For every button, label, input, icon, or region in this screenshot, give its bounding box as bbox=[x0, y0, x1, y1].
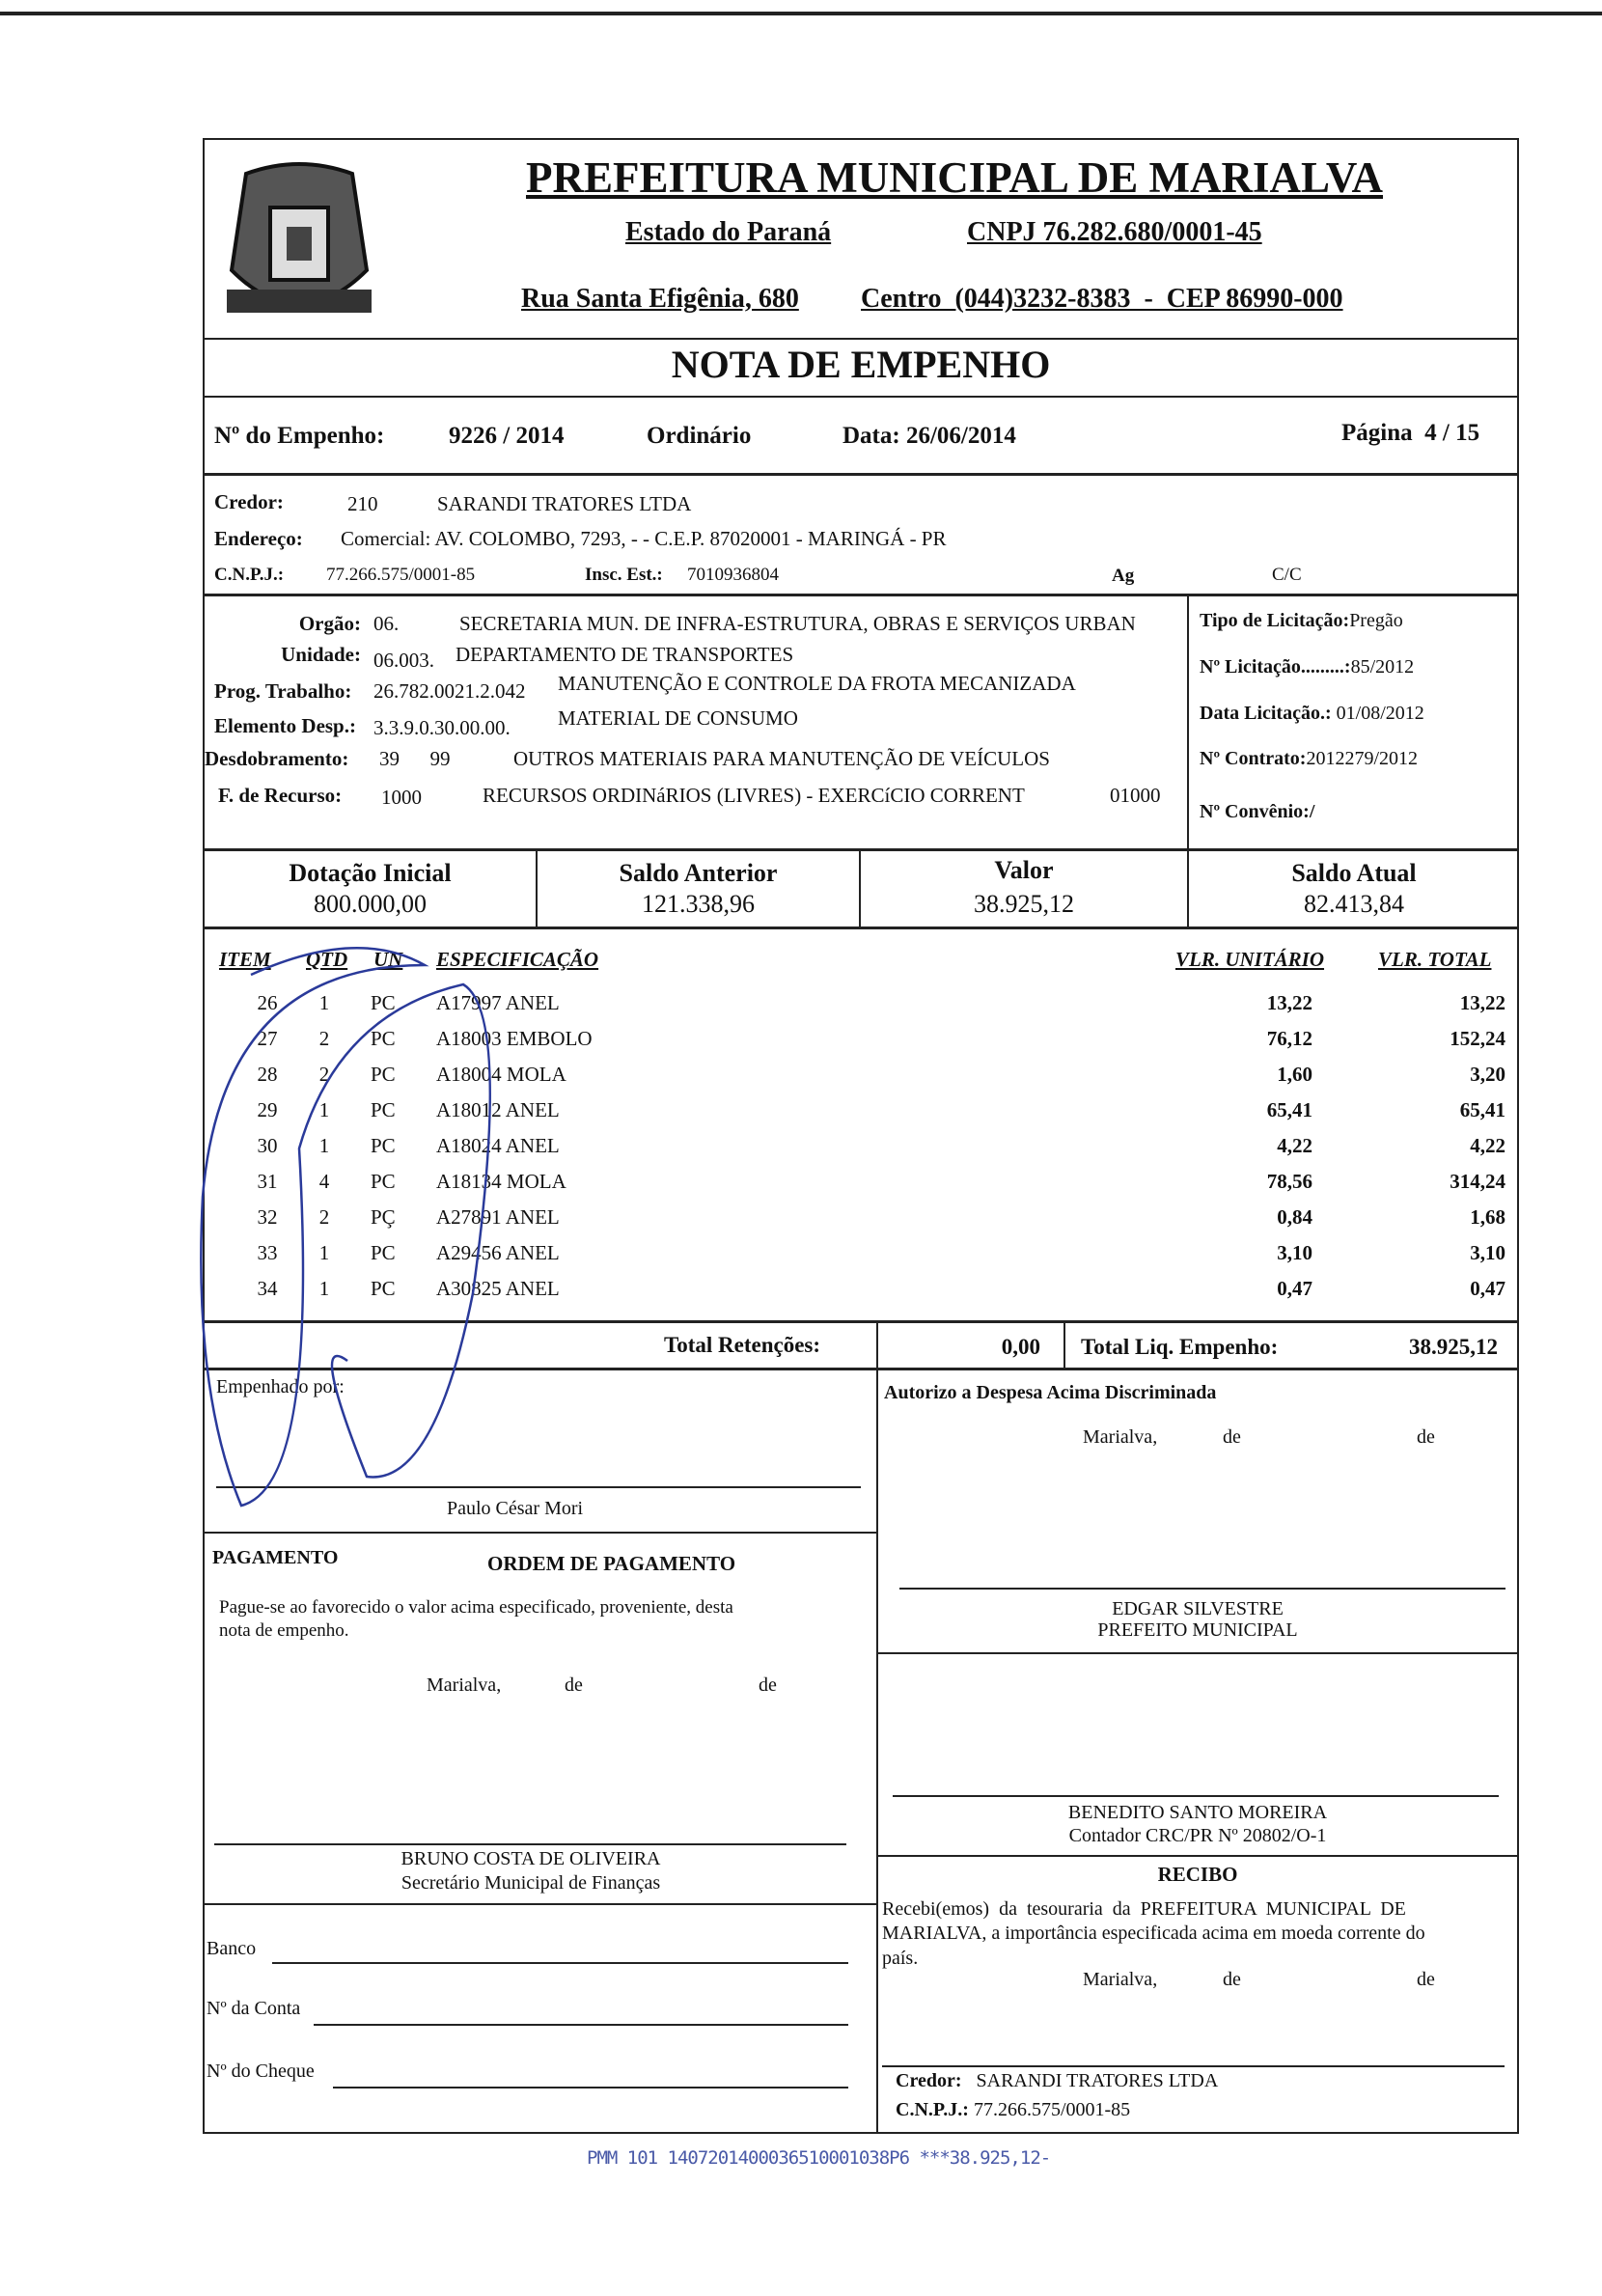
signature-line bbox=[214, 1843, 846, 1845]
item-qtd: 2 bbox=[318, 1205, 330, 1229]
cheque-label: Nº do Cheque bbox=[207, 2061, 315, 2082]
item-unit: 1,60 bbox=[1277, 1063, 1312, 1086]
item-spec: A18004 MOLA bbox=[436, 1063, 566, 1086]
item-spec: A27891 ANEL bbox=[436, 1205, 560, 1229]
conta-line bbox=[314, 2024, 848, 2026]
divider bbox=[203, 473, 1519, 476]
budget-desc: SECRETARIA MUN. DE INFRA-ESTRUTURA, OBRAS E SERVIÇOS URBAN bbox=[459, 612, 1136, 635]
item-total: 13,22 bbox=[1459, 991, 1505, 1014]
divider bbox=[876, 1652, 1519, 1654]
item-un: PC bbox=[371, 991, 396, 1014]
recibo-credor-label: Credor: bbox=[896, 2070, 962, 2091]
item-total: 1,68 bbox=[1470, 1205, 1505, 1229]
saldo-anterior-label: Saldo Anterior bbox=[619, 859, 778, 887]
item-total: 3,10 bbox=[1470, 1241, 1505, 1264]
divider bbox=[203, 594, 1519, 596]
item-un: PC bbox=[371, 1134, 396, 1157]
budget-extra: 01000 bbox=[1110, 784, 1161, 807]
pagamento-place: Marialva, bbox=[427, 1674, 502, 1696]
credor-name: SARANDI TRATORES LTDA bbox=[437, 492, 692, 515]
page-number: Página 4 / 15 bbox=[1341, 420, 1480, 446]
budget-code: 26.782.0021.2.042 bbox=[373, 679, 526, 703]
item-spec: A30825 ANEL bbox=[436, 1277, 560, 1300]
col-item: ITEM bbox=[219, 948, 271, 971]
pagamento-de: de bbox=[759, 1674, 777, 1696]
divider bbox=[203, 1532, 876, 1534]
item-item: 26 bbox=[257, 991, 278, 1014]
budget-code: 06. bbox=[373, 612, 400, 635]
item-item: 30 bbox=[257, 1134, 278, 1157]
saldo-atual-label: Saldo Atual bbox=[1291, 859, 1417, 887]
item-spec: A29456 ANEL bbox=[436, 1241, 560, 1264]
item-spec: A18134 MOLA bbox=[436, 1170, 566, 1193]
item-unit: 0,84 bbox=[1277, 1205, 1312, 1229]
cc-label: C/C bbox=[1272, 565, 1302, 585]
budget-desc: DEPARTAMENTO DE TRANSPORTES bbox=[456, 643, 794, 666]
contrato-value: 2012279/2012 bbox=[1306, 748, 1419, 769]
item-unit: 13,22 bbox=[1266, 991, 1312, 1014]
divider bbox=[876, 1855, 1519, 1857]
item-item: 33 bbox=[257, 1241, 278, 1264]
liquido-value: 38.925,12 bbox=[1409, 1335, 1498, 1359]
budget-code: 1000 bbox=[381, 786, 422, 809]
item-unit: 3,10 bbox=[1277, 1241, 1312, 1264]
valor-label: Valor bbox=[994, 856, 1054, 884]
saldo-anterior-value: 121.338,96 bbox=[642, 890, 755, 918]
col-spec: ESPECIFICAÇÃO bbox=[436, 948, 599, 971]
divider bbox=[1187, 595, 1189, 849]
item-unit: 78,56 bbox=[1266, 1170, 1312, 1193]
col-un: UN bbox=[373, 948, 403, 971]
budget-desc: MATERIAL DE CONSUMO bbox=[558, 706, 798, 730]
bank-authentication-stamp: PMM 101 1407201400036510001038P6 ***38.925,12- bbox=[587, 2147, 1051, 2169]
recibo-cnpj: 77.266.575/0001-85 bbox=[973, 2099, 1131, 2120]
banco-line bbox=[272, 1962, 848, 1964]
item-total: 3,20 bbox=[1470, 1063, 1505, 1086]
pagamento-de: de bbox=[565, 1674, 583, 1696]
item-qtd: 1 bbox=[318, 1241, 330, 1264]
pagamento-text: nota de empenho. bbox=[219, 1620, 349, 1641]
item-total: 0,47 bbox=[1470, 1277, 1505, 1300]
empenhado-name: Paulo César Mori bbox=[447, 1498, 584, 1519]
recibo-text: país. bbox=[882, 1948, 919, 1969]
item-un: PC bbox=[371, 1241, 396, 1264]
credor-ie: 7010936804 bbox=[687, 565, 779, 585]
signature-line bbox=[893, 1795, 1499, 1797]
pagamento-text: Pague-se ao favorecido o valor acima especificado, proveniente, desta bbox=[219, 1597, 733, 1618]
divider bbox=[203, 848, 1519, 851]
budget-label: Elemento Desp.: bbox=[214, 714, 356, 737]
header-state: Estado do Paraná bbox=[625, 217, 832, 247]
scan-edge bbox=[0, 12, 1602, 15]
budget-label: Orgão: bbox=[298, 612, 361, 635]
header-cnpj: CNPJ 76.282.680/0001-45 bbox=[967, 217, 1262, 247]
licitacao-label: Nº Licitação.........: bbox=[1200, 656, 1351, 678]
item-total: 65,41 bbox=[1459, 1098, 1505, 1121]
budget-label: Desdobramento: bbox=[205, 747, 349, 770]
autorizo-de: de bbox=[1223, 1426, 1241, 1448]
budget-desc: MANUTENÇÃO E CONTROLE DA FROTA MECANIZADA bbox=[558, 672, 1076, 695]
header-contact: Centro (044)3232-8383 - CEP 86990-000 bbox=[861, 284, 1343, 314]
doc-title: NOTA DE EMPENHO bbox=[671, 343, 1051, 386]
banco-label: Banco bbox=[207, 1938, 257, 1959]
dotacao-label: Dotação Inicial bbox=[289, 859, 452, 887]
conta-label: Nº da Conta bbox=[207, 1998, 301, 2019]
budget-code: 3.3.9.0.30.00.00. bbox=[373, 716, 511, 739]
ag-label: Ag bbox=[1112, 566, 1135, 586]
item-item: 27 bbox=[257, 1027, 278, 1050]
prefeito-name: EDGAR SILVESTRE bbox=[1112, 1598, 1284, 1619]
item-unit: 76,12 bbox=[1266, 1027, 1312, 1050]
contador-name: BENEDITO SANTO MOREIRA bbox=[1067, 1802, 1328, 1823]
signature-line bbox=[882, 2065, 1505, 2067]
item-item: 32 bbox=[257, 1205, 278, 1229]
credor-code: 210 bbox=[347, 492, 378, 515]
ordem-pagamento-title: ORDEM DE PAGAMENTO bbox=[487, 1552, 736, 1575]
item-qtd: 1 bbox=[318, 1277, 330, 1300]
item-total: 152,24 bbox=[1450, 1027, 1505, 1050]
credor-address: Comercial: AV. COLOMBO, 7293, - - C.E.P. 87020001 - MARINGÁ - PR bbox=[341, 527, 947, 550]
ie-label: Insc. Est.: bbox=[585, 565, 663, 585]
cheque-line bbox=[333, 2087, 848, 2089]
cnpj-label: C.N.P.J.: bbox=[214, 565, 285, 585]
liquido-label: Total Liq. Empenho: bbox=[1081, 1335, 1279, 1359]
item-qtd: 2 bbox=[318, 1063, 330, 1086]
header-address: Rua Santa Efigênia, 680 bbox=[521, 284, 799, 314]
item-un: PC bbox=[371, 1027, 396, 1050]
autorizo-de: de bbox=[1417, 1426, 1435, 1448]
divider bbox=[203, 1903, 876, 1905]
saldo-atual-value: 82.413,84 bbox=[1304, 890, 1404, 918]
empenho-type: Ordinário bbox=[647, 423, 752, 449]
item-un: PC bbox=[371, 1170, 396, 1193]
credor-label: Credor: bbox=[214, 490, 284, 513]
item-total: 4,22 bbox=[1470, 1134, 1505, 1157]
recibo-title: RECIBO bbox=[1157, 1863, 1238, 1886]
valor-value: 38.925,12 bbox=[974, 890, 1074, 918]
item-un: PÇ bbox=[371, 1205, 396, 1229]
budget-code: 06.003. bbox=[373, 649, 434, 672]
retencoes-value: 0,00 bbox=[1001, 1335, 1040, 1359]
budget-label: F. de Recurso: bbox=[218, 784, 343, 807]
item-item: 34 bbox=[257, 1277, 278, 1300]
contrato-label: Nº Contrato: bbox=[1200, 748, 1307, 769]
budget-label: Unidade: bbox=[281, 643, 361, 666]
signature-line bbox=[899, 1588, 1505, 1590]
recibo-text: MARIALVA, a importância especificada acima em moeda corrente do bbox=[882, 1923, 1425, 1944]
item-un: PC bbox=[371, 1063, 396, 1086]
item-item: 28 bbox=[257, 1063, 278, 1086]
empenho-date: Data: 26/06/2014 bbox=[842, 423, 1016, 449]
item-qtd: 1 bbox=[318, 991, 330, 1014]
item-spec: A18003 EMBOLO bbox=[436, 1027, 593, 1050]
header-title: PREFEITURA MUNICIPAL DE MARIALVA bbox=[526, 153, 1384, 202]
empenho-number: 9226 / 2014 bbox=[449, 423, 565, 449]
item-qtd: 2 bbox=[318, 1027, 330, 1050]
secretario-role: Secretário Municipal de Finanças bbox=[400, 1872, 661, 1894]
coat-of-arms-logo bbox=[207, 154, 391, 333]
item-unit: 4,22 bbox=[1277, 1134, 1312, 1157]
recibo-de: de bbox=[1223, 1969, 1241, 1990]
budget-code: 39 99 bbox=[379, 747, 451, 770]
col-qtd: QTD bbox=[306, 948, 348, 971]
item-spec: A18024 ANEL bbox=[436, 1134, 560, 1157]
item-unit: 0,47 bbox=[1277, 1277, 1312, 1300]
item-qtd: 1 bbox=[318, 1134, 330, 1157]
recibo-credor: SARANDI TRATORES LTDA bbox=[976, 2070, 1219, 2091]
item-item: 29 bbox=[257, 1098, 278, 1121]
secretario-name: BRUNO COSTA DE OLIVEIRA bbox=[400, 1848, 661, 1869]
tipo-value: Pregão bbox=[1349, 610, 1403, 631]
retencoes-label: Total Retenções: bbox=[664, 1333, 821, 1357]
empenho-label: Nº do Empenho: bbox=[214, 423, 385, 449]
divider bbox=[876, 1321, 878, 2134]
item-un: PC bbox=[371, 1098, 396, 1121]
handwritten-signature bbox=[183, 907, 627, 1525]
recibo-cnpj-label: C.N.P.J.: bbox=[896, 2099, 969, 2120]
data-licitacao-value: 01/08/2012 bbox=[1336, 703, 1424, 724]
autorizo-title: Autorizo a Despesa Acima Discriminada bbox=[884, 1382, 1217, 1403]
divider bbox=[1063, 1321, 1065, 1369]
item-spec: A17997 ANEL bbox=[436, 991, 560, 1014]
item-spec: A18012 ANEL bbox=[436, 1098, 560, 1121]
pagamento-label: PAGAMENTO bbox=[212, 1547, 339, 1568]
address-label: Endereço: bbox=[214, 527, 303, 550]
autorizo-place: Marialva, bbox=[1083, 1426, 1158, 1448]
budget-label: Prog. Trabalho: bbox=[214, 679, 352, 703]
convenio-label: Nº Convênio:/ bbox=[1200, 801, 1315, 822]
empenhado-label: Empenhado por: bbox=[216, 1376, 345, 1397]
col-total: VLR. TOTAL bbox=[1378, 948, 1492, 971]
item-unit: 65,41 bbox=[1266, 1098, 1312, 1121]
recibo-de: de bbox=[1417, 1969, 1435, 1990]
item-qtd: 4 bbox=[318, 1170, 330, 1193]
budget-desc: RECURSOS ORDINáRIOS (LIVRES) - EXERCíCIO CORRENT bbox=[483, 784, 1025, 807]
item-qtd: 1 bbox=[318, 1098, 330, 1121]
col-unit: VLR. UNITÁRIO bbox=[1175, 948, 1325, 971]
contador-role: Contador CRC/PR Nº 20802/O-1 bbox=[1068, 1825, 1327, 1846]
credor-cnpj: 77.266.575/0001-85 bbox=[326, 565, 476, 585]
tipo-label: Tipo de Licitação: bbox=[1200, 610, 1350, 631]
prefeito-role: PREFEITO MUNICIPAL bbox=[1097, 1619, 1298, 1641]
item-total: 314,24 bbox=[1450, 1170, 1505, 1193]
divider bbox=[203, 396, 1519, 398]
dotacao-value: 800.000,00 bbox=[314, 890, 427, 918]
divider bbox=[203, 338, 1519, 340]
budget-desc: OUTROS MATERIAIS PARA MANUTENÇÃO DE VEÍCULOS bbox=[513, 747, 1050, 770]
item-un: PC bbox=[371, 1277, 396, 1300]
data-licitacao-label: Data Licitação.: bbox=[1200, 703, 1332, 724]
recibo-place: Marialva, bbox=[1083, 1969, 1158, 1990]
recibo-text: Recebi(emos) da tesouraria da PREFEITURA MUNICIPAL DE bbox=[882, 1898, 1406, 1920]
licitacao-value: 85/2012 bbox=[1350, 656, 1415, 678]
item-item: 31 bbox=[257, 1170, 278, 1193]
